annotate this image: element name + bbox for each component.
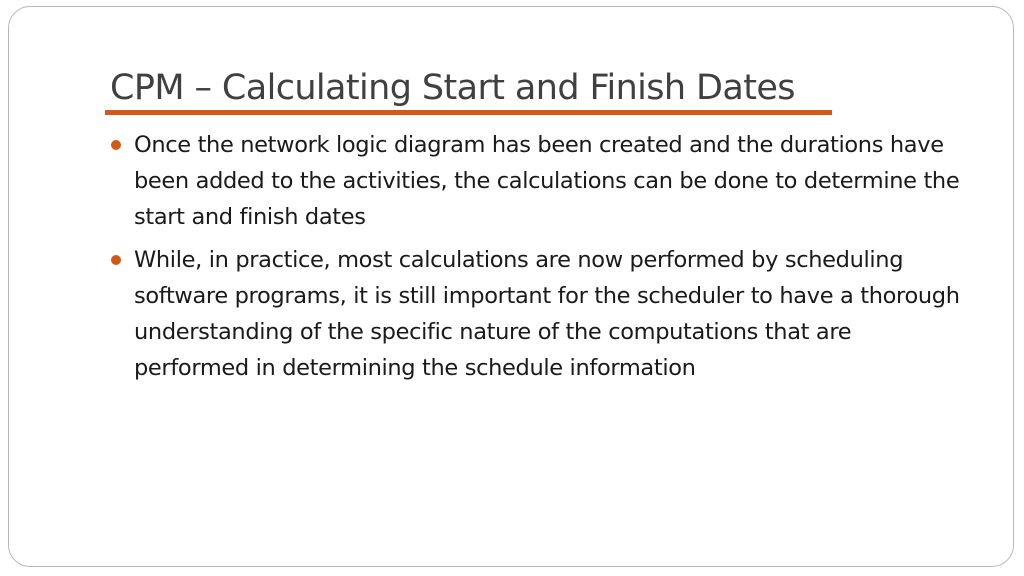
- bullet-dot-icon: [111, 140, 121, 150]
- bullet-item: [111, 242, 971, 386]
- bullet-list: [111, 127, 971, 393]
- bullet-text: While, in practice, most calculations are now performed by scheduling software programs, it is still important for the scheduler to have a thorough understanding of the specific nature of the computations that are performed in determining the schedule information: [134, 247, 960, 381]
- bullet-text: Once the network logic diagram has been created and the durations have been added to the activities, the calculations can be done to determine the start and finish dates: [134, 132, 960, 230]
- bullet-item: [111, 127, 971, 235]
- title-underline: [105, 110, 832, 115]
- slide-title: CPM – Calculating Start and Finish Dates: [110, 68, 795, 108]
- bullet-dot-icon: [111, 255, 121, 265]
